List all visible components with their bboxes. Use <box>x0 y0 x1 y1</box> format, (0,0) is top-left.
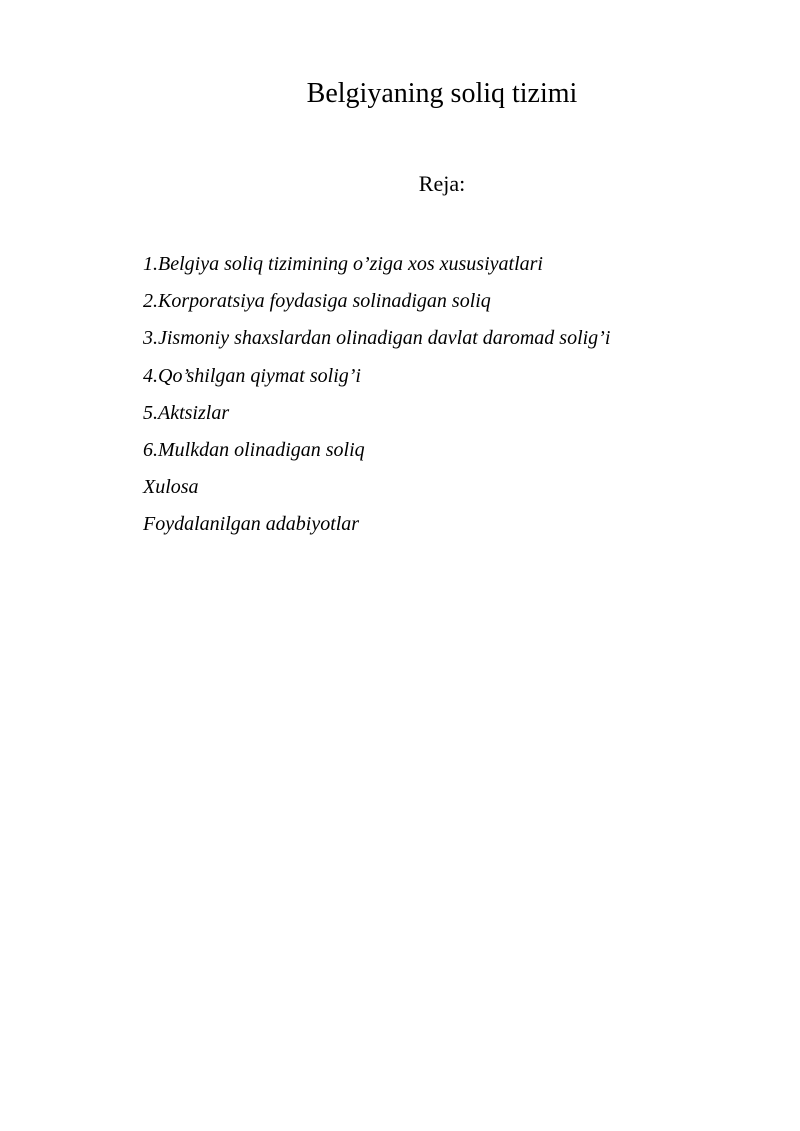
table-of-contents <box>143 252 610 550</box>
toc-item-1: 1.Belgiya soliq tizimining o’ziga xos xususiyatlari <box>143 253 543 275</box>
toc-item-references: Foydalanilgan adabiyotlar <box>143 513 360 536</box>
document-title: Belgiyaning soliq tizimi <box>306 78 578 109</box>
plan-heading: Reja: <box>418 171 466 196</box>
toc-item-6: 6.Mulkdan olinadigan soliq <box>143 438 365 461</box>
toc-item-3: 3.Jismoniy shaxslardan olinadigan davlat daromad solig’i <box>143 327 611 350</box>
toc-item-4: 4.Qo’shilgan qiymat solig’i <box>143 364 361 387</box>
toc-item-conclusion: Xulosa <box>143 476 199 499</box>
toc-item-5: 5.Aktsizlar <box>143 401 230 424</box>
toc-item-2: 2.Korporatsiya foydasiga solinadigan soliq <box>143 290 491 313</box>
